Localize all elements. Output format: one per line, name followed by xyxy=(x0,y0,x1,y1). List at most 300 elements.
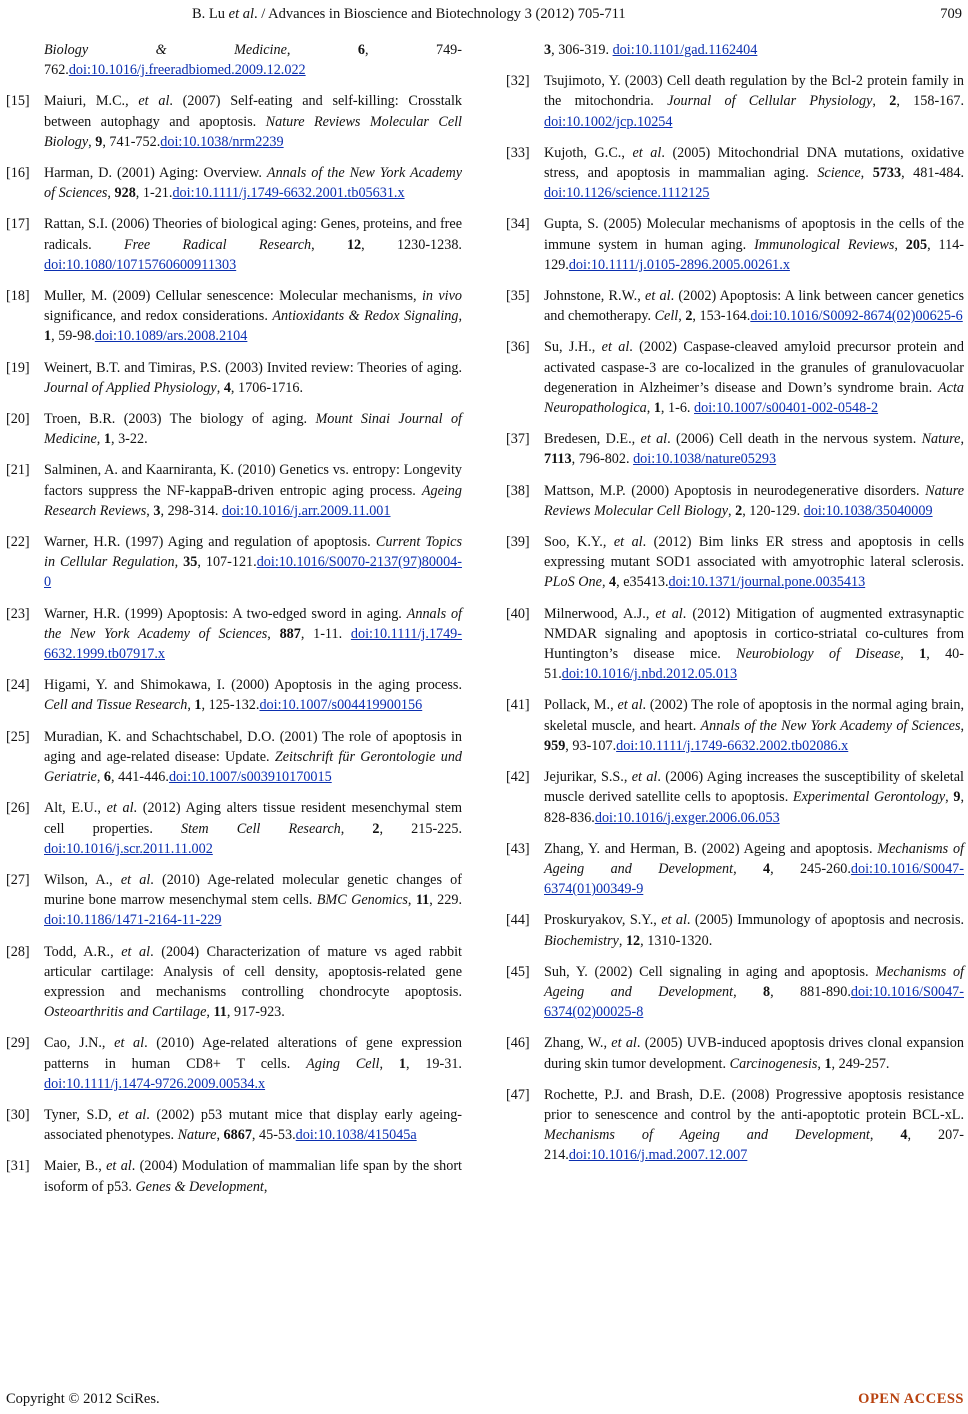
journal-title: et al xyxy=(661,912,687,929)
journal-title: Stem Cell Research xyxy=(181,820,341,837)
journal-title: in vivo xyxy=(421,288,462,305)
journal-title: Cell and Tissue Research xyxy=(44,697,188,714)
doi-link[interactable]: doi:10.1038/35040009 xyxy=(803,502,933,519)
reference-number: [33] xyxy=(506,144,530,161)
reference-entry xyxy=(506,695,964,756)
journal-title: Nature xyxy=(921,431,961,448)
volume-number: 3 xyxy=(544,42,552,58)
reference-text: Warner, H.R. (1999) Apoptosis: A two-edged sword in aging. xyxy=(44,605,407,622)
volume-number: 11 xyxy=(213,1004,227,1021)
journal-title: et al xyxy=(106,1158,132,1175)
reference-number: [35] xyxy=(506,288,530,305)
reference-text: , xyxy=(286,42,358,58)
journal-title: Mechanisms of Ageing and Development xyxy=(544,1127,870,1144)
reference-entry xyxy=(506,286,964,326)
reference-entry xyxy=(6,798,462,859)
reference-entry xyxy=(6,214,462,275)
reference-text: , xyxy=(733,860,764,877)
reference-text: , xyxy=(646,400,654,417)
volume-number: 928 xyxy=(114,185,136,202)
reference-text: significance, and redox considerations. xyxy=(44,308,273,325)
reference-text: , xyxy=(340,820,373,837)
reference-entry xyxy=(6,604,462,665)
doi-link[interactable]: doi:10.1038/nature05293 xyxy=(633,451,777,468)
reference-number: [37] xyxy=(506,431,530,448)
volume-number: 1 xyxy=(398,1055,406,1072)
journal-title: et al xyxy=(120,871,151,888)
references-right-column xyxy=(506,40,964,1177)
doi-link[interactable]: doi:10.1002/jcp.10254 xyxy=(544,113,673,130)
doi-link[interactable]: doi:10.1016/j.scr.2011.11.002 xyxy=(44,840,213,857)
reference-text: . (2004) Characterization of mature vs aged rabbit articular cartilage: Analysis of cell density, apoptosis-related gene expression and mechanisms controlling chondrocyte apoptosis. xyxy=(44,943,462,1000)
volume-number: 7113 xyxy=(544,451,572,468)
reference-number: [25] xyxy=(6,728,30,745)
reference-text: Jejurikar, S.S., xyxy=(544,769,632,786)
volume-number: 1 xyxy=(653,400,661,417)
references-left-column xyxy=(6,40,462,1208)
reference-text: , xyxy=(407,892,416,909)
reference-text: , xyxy=(174,554,184,571)
doi-link[interactable]: doi:10.1080/10715760600911303 xyxy=(44,256,237,273)
volume-number: 4 xyxy=(223,379,231,396)
reference-text: . (2005) UVB-induced apoptosis drives clonal expansion during skin tumor development. xyxy=(544,1035,964,1072)
reference-text: Soo, K.Y., xyxy=(544,534,614,551)
reference-entry xyxy=(506,767,964,828)
reference-text: , xyxy=(733,983,764,1000)
reference-text: . (2010) Age-related alterations of gene expression patterns in human CD8+ T cells. xyxy=(44,1035,462,1072)
reference-text: , xyxy=(458,308,463,325)
reference-number: [36] xyxy=(506,339,530,356)
reference-text: , 306-319. xyxy=(551,42,613,58)
reference-entry xyxy=(6,870,462,931)
journal-title: Science xyxy=(817,165,861,182)
reference-entry xyxy=(506,910,964,950)
reference-text: . (2006) Aging increases the susceptibility of skeletal muscle derived satellite cells to apoptosis. xyxy=(544,769,964,806)
reference-text: Rattan, S.I. (2006) Theories of biological aging: Genes, proteins, and free radicals. xyxy=(44,216,462,253)
reference-entry xyxy=(506,839,964,900)
reference-number: [40] xyxy=(506,605,530,622)
reference-text: Troen, B.R. (2003) The biology of aging. xyxy=(44,411,316,428)
volume-number: 2 xyxy=(889,93,897,110)
reference-text: , 441-446. xyxy=(111,769,169,786)
reference-number: [34] xyxy=(506,216,530,233)
reference-number: [41] xyxy=(506,697,530,714)
journal-title: Genes & Development xyxy=(135,1178,264,1195)
reference-entry xyxy=(6,409,462,449)
doi-link[interactable]: doi:10.1016/j.freeradbiomed.2009.12.022 xyxy=(68,62,306,79)
reference-text: Pollack, M., xyxy=(544,697,618,714)
reference-text: , xyxy=(900,646,920,663)
reference-text: Su, J.H., xyxy=(544,339,602,356)
reference-entry xyxy=(506,40,964,60)
reference-entry xyxy=(6,532,462,593)
reference-text: Johnstone, R.W., xyxy=(544,288,646,305)
journal-title: Journal of Cellular Physiology xyxy=(667,93,873,110)
copyright-notice: Copyright © 2012 SciRes. xyxy=(6,1391,160,1407)
volume-number: 6867 xyxy=(223,1127,252,1144)
volume-number: 2 xyxy=(372,820,380,837)
reference-text: , xyxy=(869,1127,901,1144)
reference-number: [28] xyxy=(6,943,30,960)
journal-title: Annals of the New York Academy of Sciences xyxy=(700,717,961,734)
reference-text: , 917-923. xyxy=(226,1004,285,1021)
volume-number: 3 xyxy=(153,502,161,519)
volume-number: 4 xyxy=(609,574,617,591)
doi-link[interactable]: doi:10.1038/nrm2239 xyxy=(160,133,284,150)
journal-title: et al xyxy=(601,339,630,356)
journal-title: et al xyxy=(106,800,134,817)
reference-text: , xyxy=(817,1055,825,1072)
reference-entry xyxy=(506,71,964,132)
reference-text: Warner, H.R. (1997) Aging and regulation of apoptosis. xyxy=(44,534,376,551)
doi-link[interactable]: doi:10.1111/j.1474-9726.2009.00534.x xyxy=(44,1075,266,1092)
reference-text: , 1310-1320. xyxy=(640,932,713,949)
reference-text: , 207-214. xyxy=(544,1127,965,1164)
reference-number: [24] xyxy=(6,677,30,694)
journal-title: Neurobiology of Disease xyxy=(736,646,901,663)
journal-title: Mechanisms of Ageing and Development xyxy=(544,840,964,877)
volume-number: 1 xyxy=(194,697,202,714)
reference-text: Todd, A.R., xyxy=(44,943,122,960)
reference-text: , 741-752. xyxy=(102,133,161,150)
reference-text: , 1-21. xyxy=(135,185,173,202)
journal-title: Antioxidants & Redox Signaling xyxy=(272,308,459,325)
reference-text: . (2005) Immunology of apoptosis and necrosis. xyxy=(686,912,965,929)
doi-link[interactable]: doi:10.1089/ars.2008.2104 xyxy=(94,328,248,345)
reference-number: [39] xyxy=(506,534,530,551)
reference-entry xyxy=(506,214,964,275)
reference-text: , 19-31. xyxy=(405,1055,462,1072)
reference-number: [27] xyxy=(6,871,30,888)
reference-text: , 1706-1716. xyxy=(230,379,304,396)
journal-title: Nature Reviews Molecular Cell Biology xyxy=(44,113,463,150)
reference-text: Cao, J.N., xyxy=(44,1035,115,1052)
running-header xyxy=(0,6,968,26)
reference-text: , 881-890. xyxy=(770,983,851,1000)
journal-title: et al xyxy=(114,1035,145,1052)
reference-text: , 59-98. xyxy=(51,328,95,345)
reference-entry xyxy=(506,532,964,593)
reference-text: , xyxy=(96,769,104,786)
reference-number: [46] xyxy=(506,1035,530,1052)
journal-title: Journal of Applied Physiology xyxy=(44,379,217,396)
journal-title: Ageing Research Reviews xyxy=(44,482,462,519)
volume-number: 1 xyxy=(44,328,52,345)
reference-text: Weinert, B.T. and Timiras, P.S. (2003) Invited review: Theories of aging. xyxy=(44,359,462,376)
reference-number: [32] xyxy=(506,73,530,90)
reference-text: , xyxy=(206,1004,214,1021)
journal-title: et al xyxy=(631,769,658,786)
journal-title: et al xyxy=(121,943,151,960)
journal-title: Experimental Gerontology xyxy=(792,789,946,806)
reference-text: Mattson, M.P. (2000) Apoptosis in neurodegenerative disorders. xyxy=(544,482,926,499)
reference-number: [44] xyxy=(506,912,530,929)
reference-text: Muradian, K. and Schachtschabel, D.O. (2001) The role of apoptosis in aging and age-related disease: Update. xyxy=(44,728,462,765)
reference-text: , 828-836. xyxy=(544,789,965,826)
reference-text: , xyxy=(216,379,224,396)
volume-number: 2 xyxy=(685,308,693,325)
reference-text: , 114-129. xyxy=(544,236,964,273)
reference-number: [22] xyxy=(6,534,30,551)
volume-number: 8 xyxy=(763,983,771,1000)
reference-number: [26] xyxy=(6,800,30,817)
doi-link[interactable]: doi:10.1111/j.1749-6632.2001.tb05631.x xyxy=(172,185,405,202)
journal-title: et al xyxy=(655,605,683,622)
reference-number: [30] xyxy=(6,1106,30,1123)
journal-title: Free Radical Research xyxy=(123,236,312,253)
journal-title: Nature xyxy=(177,1127,217,1144)
reference-number: [43] xyxy=(506,840,530,857)
reference-text: Kujoth, G.C., xyxy=(544,144,633,161)
journal-title: et al xyxy=(118,1106,147,1123)
reference-text: , 3-22. xyxy=(110,431,148,448)
reference-number: [20] xyxy=(6,411,30,428)
reference-text: Suh, Y. (2002) Cell signaling in aging and apoptosis. xyxy=(544,963,876,980)
reference-text: , e35413. xyxy=(616,574,669,591)
reference-text: Salminen, A. and Kaarniranta, K. (2010) Genetics vs. entropy: Longevity factors suppress the NF-kappaB-driven entropic aging process. xyxy=(44,462,462,499)
reference-number: [21] xyxy=(6,462,30,479)
doi-link[interactable]: doi:10.1016/S0092-8674(02)00625-6 xyxy=(750,308,963,325)
reference-text: , 107-121. xyxy=(197,554,257,571)
doi-link[interactable]: doi:10.1016/j.nbd.2012.05.013 xyxy=(561,666,738,683)
reference-text: Maier, B., xyxy=(44,1158,107,1175)
reference-entry xyxy=(6,358,462,398)
reference-text: . (2010) Age-related molecular genetic changes of murine bone marrow mesenchymal stem cells. xyxy=(44,871,462,909)
reference-text: Alt, E.U., xyxy=(44,800,107,817)
reference-text: , xyxy=(894,236,906,253)
reference-text: , 229. xyxy=(429,892,463,909)
reference-text: , xyxy=(267,625,280,642)
journal-title: Osteoarthritis and Cartilage xyxy=(44,1004,207,1021)
reference-entry xyxy=(506,604,964,685)
reference-entry xyxy=(506,481,964,521)
reference-text: , xyxy=(216,1127,224,1144)
volume-number: 1 xyxy=(103,431,111,448)
doi-link[interactable]: doi:10.1101/gad.1162404 xyxy=(612,42,758,58)
reference-text: , xyxy=(187,697,195,714)
reference-number: [17] xyxy=(6,216,30,233)
journal-title: et al xyxy=(138,93,170,110)
volume-number: 1 xyxy=(919,646,927,663)
reference-text: , 245-260. xyxy=(770,860,851,877)
reference-text: . (2012) Bim links ER stress and apoptosis in cells expressing mutant SOD1 associated with amyotrophic lateral sclerosis. xyxy=(544,534,964,571)
reference-text: Maiuri, M.C., xyxy=(44,93,139,110)
reference-text: , xyxy=(618,932,626,949)
reference-entry xyxy=(6,675,462,715)
reference-text: Muller, M. (2009) Cellular senescence: Molecular mechanisms, xyxy=(44,288,422,305)
reference-text: , xyxy=(945,789,954,806)
reference-text: . (2002) p53 mutant mice that display early ageing-associated phenotypes. xyxy=(44,1106,463,1144)
volume-number: 6 xyxy=(357,42,365,58)
reference-number: [19] xyxy=(6,359,30,376)
reference-entry xyxy=(6,1105,462,1145)
reference-text: , 120-129. xyxy=(742,502,804,519)
reference-entry xyxy=(506,143,964,204)
journal-title: Cell xyxy=(654,308,679,325)
volume-number: 205 xyxy=(905,236,928,253)
reference-text: , xyxy=(678,308,686,325)
journal-title: et al xyxy=(617,697,643,714)
reference-number: [23] xyxy=(6,605,30,622)
reference-text: , xyxy=(960,717,965,734)
reference-number: [42] xyxy=(506,769,530,786)
reference-text: Bredesen, D.E., xyxy=(544,431,641,448)
reference-entry xyxy=(6,286,462,347)
journal-title: Zeitschrift für Gerontologie und Geriatrie xyxy=(44,748,463,786)
journal-title: BMC Genomics xyxy=(316,892,408,909)
doi-link[interactable]: doi:10.1371/journal.pone.0035413 xyxy=(668,574,866,591)
reference-text: , xyxy=(601,574,610,591)
volume-number: 4 xyxy=(900,1127,908,1144)
journal-title: Mount Sinai Journal of Medicine xyxy=(44,411,462,448)
reference-text: , 796-802. xyxy=(571,451,634,468)
reference-text: , xyxy=(728,502,736,519)
reference-text: Wilson, A., xyxy=(44,871,121,888)
reference-text: . (2002) The role of apoptosis in the normal aging brain, skeletal muscle, and heart. xyxy=(544,697,965,734)
reference-text: . (2005) Mitochondrial DNA mutations, oxidative stress, and apoptosis in mammalian aging. xyxy=(544,144,965,182)
reference-entry xyxy=(506,1033,964,1073)
reference-entry xyxy=(506,429,964,469)
journal-title: PLoS One xyxy=(544,574,602,591)
reference-entry xyxy=(506,337,964,418)
reference-text: , 215-225. xyxy=(379,820,463,837)
journal-title: et al xyxy=(632,144,662,161)
doi-link[interactable]: doi:10.1007/s003910170015 xyxy=(168,769,332,786)
reference-text: . (2006) Cell death in the nervous system. xyxy=(667,431,922,448)
doi-link[interactable]: doi:10.1007/s00401-002-0548-2 xyxy=(694,400,879,417)
doi-link[interactable]: doi:10.1186/1471-2164-11-229 xyxy=(44,912,222,929)
doi-link[interactable]: doi:10.1016/j.exger.2006.06.053 xyxy=(594,809,780,826)
journal-title: Annals of the New York Academy of Sciences xyxy=(44,605,462,642)
reference-number: [31] xyxy=(6,1158,30,1175)
reference-text: , 298-314. xyxy=(160,502,222,519)
reference-number: [15] xyxy=(6,93,30,110)
reference-text: . (2002) Caspase-cleaved amyloid precursor protein and activated caspase-3 are co-localized in the granules of granulovacuolar degeneration in Alzheimer’s disease and Down’s syndrome brain. xyxy=(544,339,964,396)
reference-text: Proskuryakov, S.Y., xyxy=(544,912,662,929)
reference-text: , xyxy=(96,431,104,448)
journal-title: Immunological Reviews xyxy=(754,236,895,253)
volume-number: 9 xyxy=(953,789,961,806)
reference-text: Zhang, Y. and Herman, B. (2002) Ageing and apoptosis. xyxy=(544,840,878,857)
volume-number: 1 xyxy=(824,1055,832,1072)
reference-text: Higami, Y. and Shimokawa, I. (2000) Apoptosis in the aging process. xyxy=(44,677,462,694)
journal-title: et al xyxy=(611,1035,637,1052)
reference-text: , 125-132. xyxy=(201,697,260,714)
reference-entry xyxy=(6,460,462,521)
volume-number: 6 xyxy=(103,769,111,786)
reference-text: Tyner, S.D, xyxy=(44,1106,119,1123)
reference-text: , 1-6. xyxy=(660,400,695,417)
journal-title: Nature Reviews Molecular Cell Biology xyxy=(544,482,964,519)
reference-text: , 1230-1238. xyxy=(361,236,462,253)
reference-text: , xyxy=(872,93,890,110)
journal-title: et al xyxy=(645,288,671,305)
volume-number: 9 xyxy=(95,133,103,150)
journal-title: Biology & Medicine xyxy=(44,42,287,58)
journal-title: Mechanisms of Ageing and Development xyxy=(544,963,965,1000)
journal-title: et al xyxy=(640,431,668,448)
reference-number: [45] xyxy=(506,963,530,980)
reference-number: [38] xyxy=(506,482,530,499)
doi-link[interactable]: doi:10.1111/j.1749-6632.2002.tb02086.x xyxy=(616,737,849,754)
reference-text: , 749-762. xyxy=(44,42,462,79)
doi-link[interactable]: doi:10.1007/s004419900156 xyxy=(259,697,423,714)
reference-text: . (2002) Apoptosis: A link between cancer genetics and chemotherapy. xyxy=(544,288,964,325)
volume-number: 12 xyxy=(625,932,641,949)
reference-text: , xyxy=(311,236,347,253)
doi-link[interactable]: doi:10.1016/S0047-6374(02)00025-8 xyxy=(544,983,964,1021)
reference-text: , xyxy=(860,165,873,182)
reference-entry xyxy=(6,1156,462,1196)
reference-text: , xyxy=(107,185,115,202)
reference-text: , xyxy=(88,133,96,150)
reference-text: . (2007) Self-eating and self-killing: Crosstalk between autophagy and apoptosis. xyxy=(44,93,462,130)
reference-text: Harman, D. (2001) Aging: Overview. xyxy=(44,165,267,182)
reference-entry xyxy=(6,40,462,80)
reference-text: Milnerwood, A.J., xyxy=(544,605,656,622)
reference-text: , 45-53. xyxy=(251,1127,296,1144)
reference-text: . (2012) Aging alters tissue resident mesenchymal stem cell properties. xyxy=(44,800,463,837)
journal-title: Carcinogenesis xyxy=(729,1055,818,1072)
journal-title: Acta Neuropathologica xyxy=(544,379,964,417)
volume-number: 12 xyxy=(346,236,362,253)
doi-link[interactable]: doi:10.1038/415045a xyxy=(295,1127,417,1144)
doi-link[interactable]: doi:10.1126/science.1112125 xyxy=(544,185,710,202)
reference-text: Tsujimoto, Y. (2003) Cell death regulation by the Bcl-2 protein family in the mitochondria. xyxy=(544,73,964,110)
journal-title: Current Topics in Cellular Regulation xyxy=(44,534,462,571)
doi-link[interactable]: doi:10.1016/S0047-6374(01)00349-9 xyxy=(544,860,964,898)
page-number: 709 xyxy=(940,6,962,22)
reference-entry xyxy=(506,962,964,1023)
reference-entry xyxy=(6,163,462,203)
reference-text: Zhang, W., xyxy=(544,1035,612,1052)
reference-text: Rochette, P.J. and Brash, D.E. (2008) Progressive apoptosis resistance prior to senescence and control by the anti-apoptotic protein BCL-xL. xyxy=(544,1086,964,1123)
reference-entry xyxy=(6,942,462,1023)
journal-title: Annals of the New York Academy of Sciences xyxy=(44,165,462,202)
reference-text: , xyxy=(960,431,965,448)
reference-number: [47] xyxy=(506,1086,530,1103)
volume-number: 35 xyxy=(183,554,198,571)
journal-title: Aging Cell xyxy=(306,1055,380,1072)
volume-number: 11 xyxy=(415,892,430,909)
doi-link[interactable]: doi:10.1111/j.1749-6632.1999.tb07917.x xyxy=(44,625,463,663)
reference-number: [29] xyxy=(6,1035,30,1052)
doi-link[interactable]: doi:10.1111/j.0105-2896.2005.00261.x xyxy=(568,256,790,273)
reference-text: Gupta, S. (2005) Molecular mechanisms of apoptosis in the cells of the immune system in human aging. xyxy=(544,216,964,253)
reference-text: . (2012) Mitigation of augmented extrasynaptic NMDAR signaling and apoptosis in cortico-striatal co-cultures from Huntington’s disease mice. xyxy=(544,605,964,663)
reference-text: , 93-107. xyxy=(565,737,617,754)
reference-text: , xyxy=(379,1055,399,1072)
reference-text: , 153-164. xyxy=(692,308,751,325)
reference-text: , 481-484. xyxy=(901,165,964,182)
reference-text: , 249-257. xyxy=(831,1055,890,1072)
volume-number: 959 xyxy=(544,737,566,754)
reference-text: , xyxy=(263,1178,268,1195)
volume-number: 5733 xyxy=(872,165,902,182)
reference-text: , 158-167. xyxy=(896,93,964,110)
reference-text: , 1-11. xyxy=(300,625,351,642)
reference-entry xyxy=(6,1033,462,1094)
doi-link[interactable]: doi:10.1016/j.mad.2007.12.007 xyxy=(568,1147,748,1164)
doi-link[interactable]: doi:10.1016/S0070-2137(97)80004-0 xyxy=(44,554,463,591)
reference-number: [16] xyxy=(6,165,30,182)
volume-number: 887 xyxy=(279,625,301,642)
reference-entry xyxy=(506,1085,964,1166)
volume-number: 2 xyxy=(735,502,743,519)
reference-number: [18] xyxy=(6,288,30,305)
doi-link[interactable]: doi:10.1016/j.arr.2009.11.001 xyxy=(221,502,391,519)
reference-text: , xyxy=(146,502,154,519)
